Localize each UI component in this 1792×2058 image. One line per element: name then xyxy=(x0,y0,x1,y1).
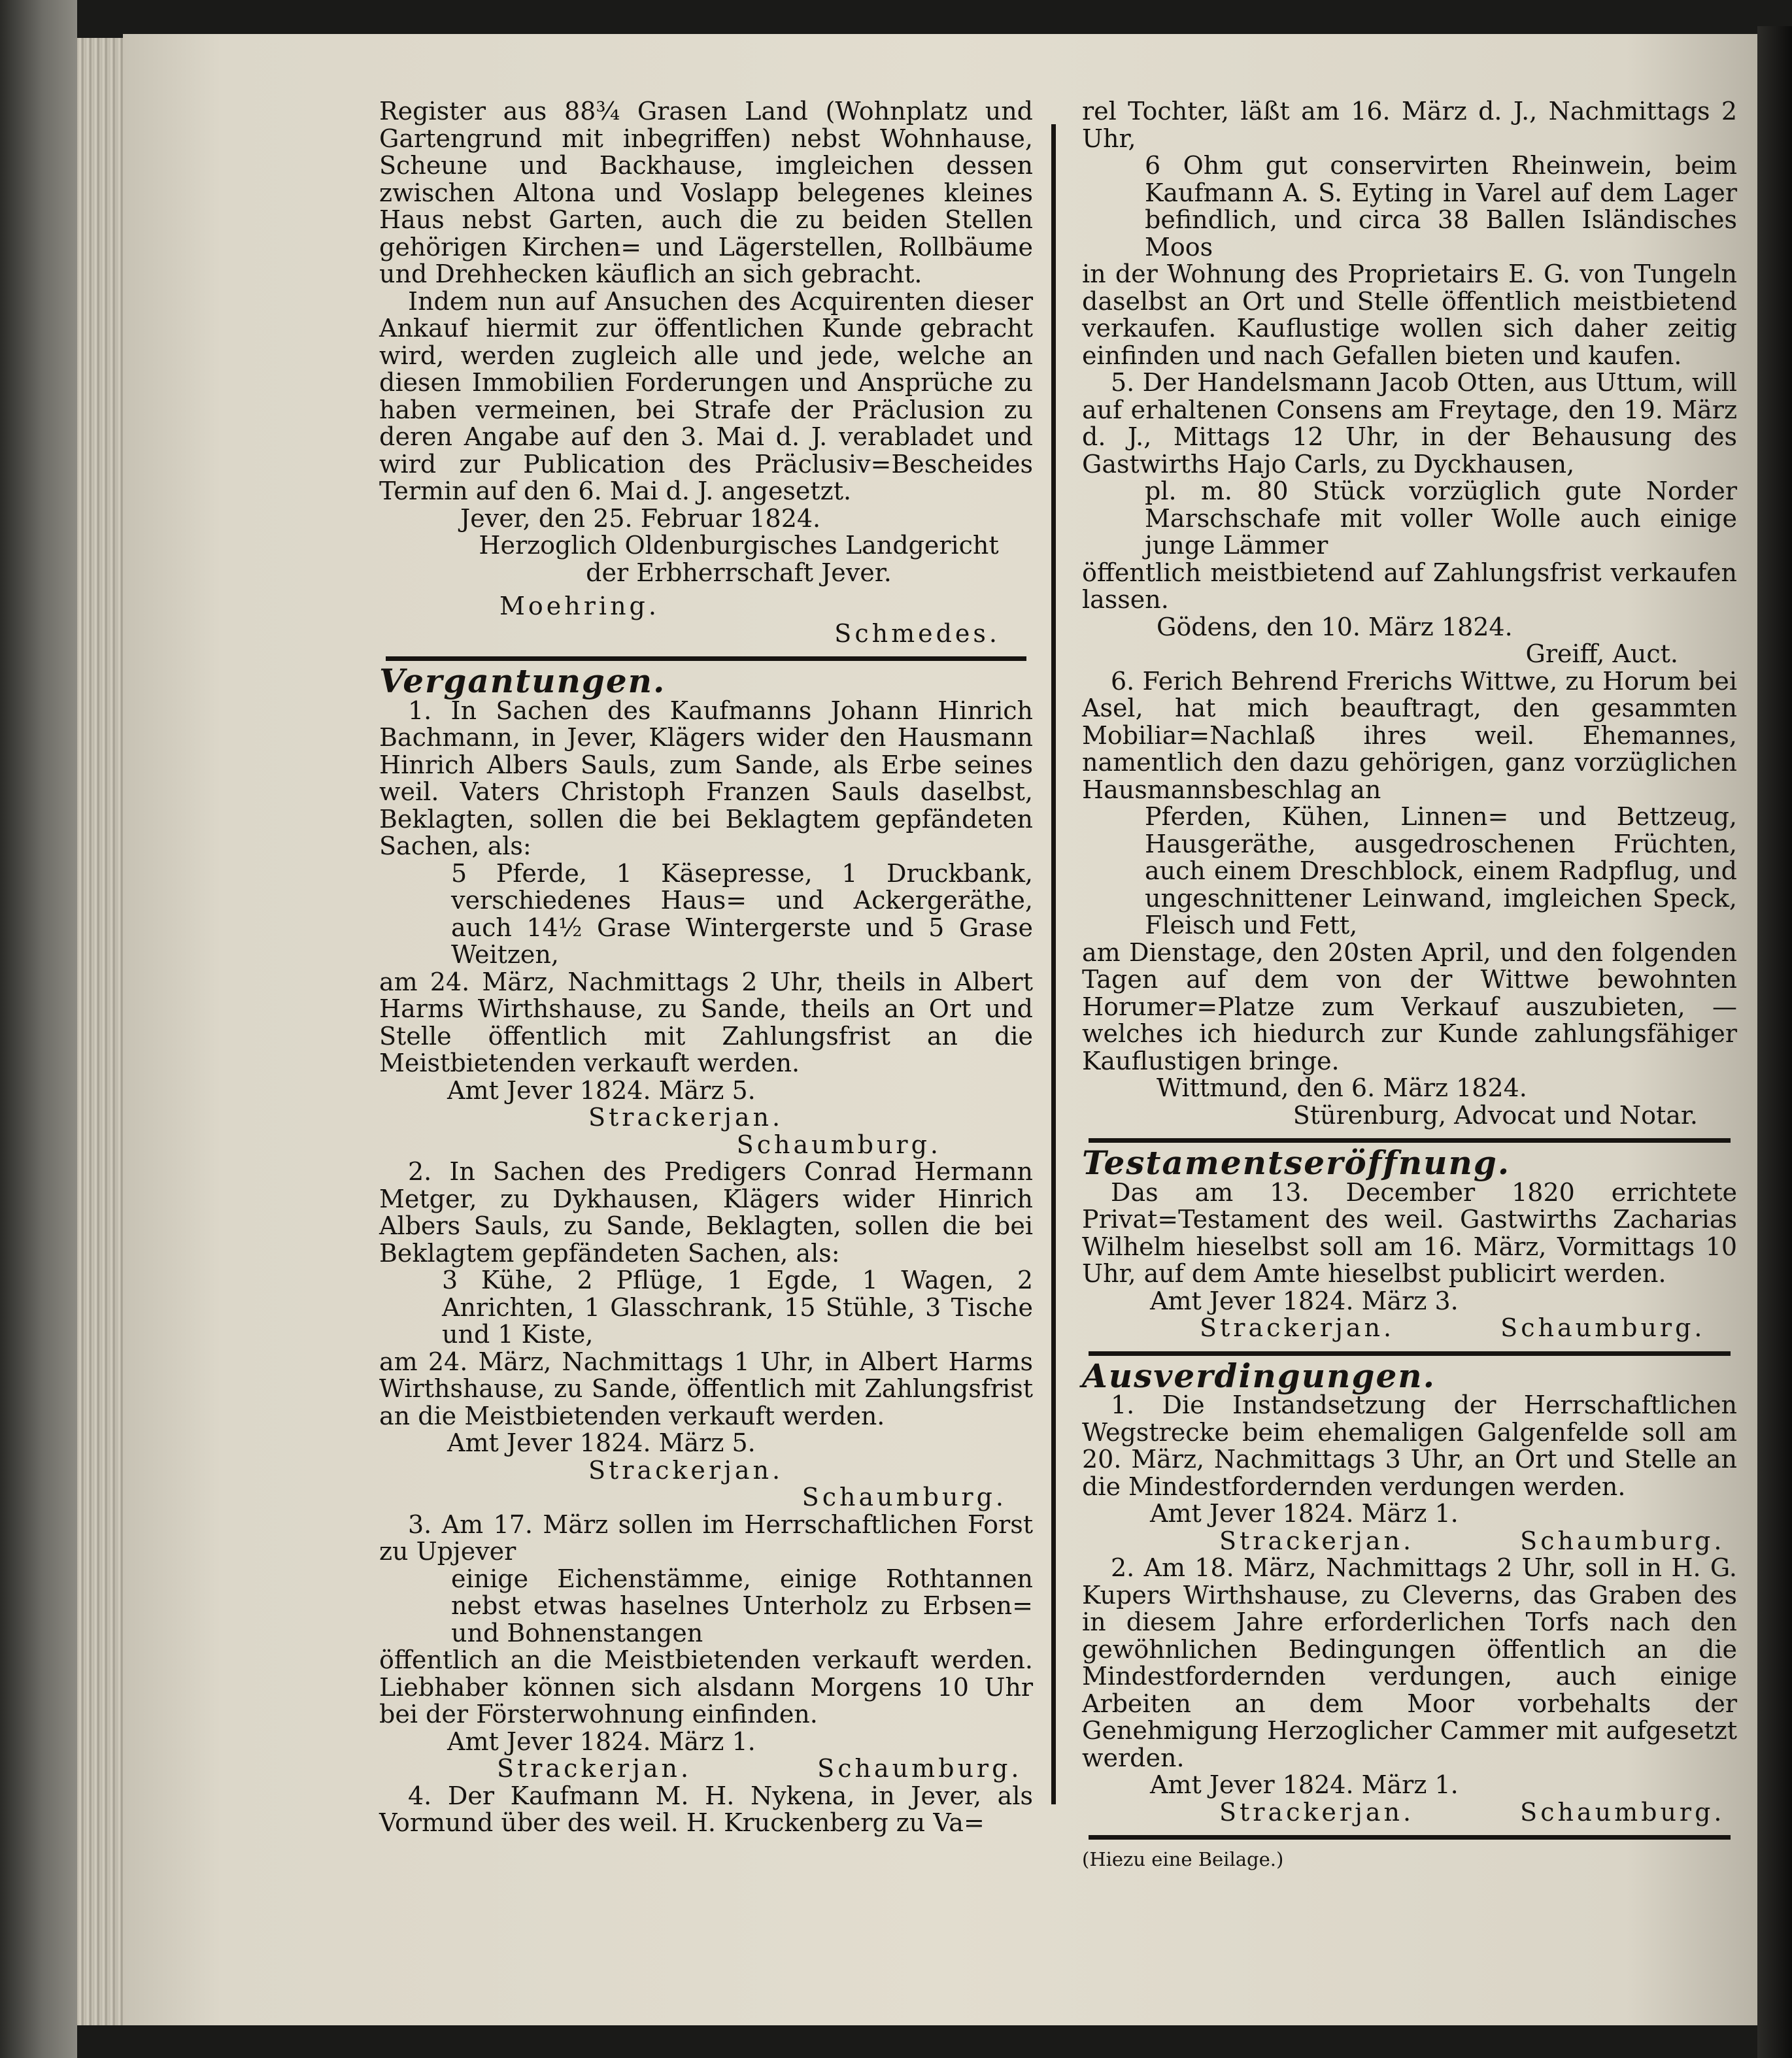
court-line-2: der Erbherrschaft Jever. xyxy=(586,558,892,587)
item3-after: öffentlich an die Meistbietenden verkauft werden. Liebhaber können sich alsdann Morgens 10 Uhr bei der Försterwohnung einfinden. xyxy=(379,1645,1033,1729)
register-paragraph: Register aus 88¾ Grasen Land (Wohnplatz und Gartengrund mit inbegriffen) nebst Wohnhause, Scheune und Backhause, imgleichen dessen zwischen Altona und Voslapp belegenes kleines Haus nebst Garten, auch die zu beiden Stellen gehörigen Kirchen= und Lägerstellen, Rollbäume und Drehhecken käuflich an sich gebracht. xyxy=(379,97,1033,288)
item6-text: 6. Ferich Behrend Frerichs Wittwe, zu Horum bei Asel, hat mich beauftragt, den gesammten Mobiliar=Nachlaß ihres weil. Ehemannes, namentlich den dazu gehörigen, ganz vorzüglichen Hausmannsbeschlag an xyxy=(1082,666,1737,804)
aus1-amt: Amt Jever 1824. März 1. xyxy=(1150,1499,1459,1528)
item3-signatures xyxy=(379,1755,1033,1783)
aus2-sig2: Schaumburg. xyxy=(1520,1797,1725,1827)
item1-after: am 24. März, Nachmittags 2 Uhr, theils in Albert Harms Wirthshause, zu Sande, theils an Ort und Stelle öffentlich mit Zahlungsfrist an die Meistbietenden verkauft werden. xyxy=(379,967,1033,1077)
item2-sig1: Strackerjan. xyxy=(588,1455,784,1485)
item6-signature: Stürenburg, Advocat und Notar. xyxy=(1293,1100,1698,1130)
item2-list: 3 Kühe, 2 Pflüge, 1 Egde, 1 Wagen, 2 Anrichten, 1 Glasschrank, 15 Stühle, 3 Tische und 1 Kiste, xyxy=(442,1266,1033,1349)
testament-sig2: Schaumburg. xyxy=(1500,1313,1706,1342)
heading-testamentseroeffnung: Testamentseröffnung. xyxy=(1082,1143,1511,1182)
item3-text: 3. Am 17. März sollen im Herrschaftlichen Forst zu Upjever xyxy=(379,1510,1033,1566)
item4-text: 4. Der Kaufmann M. H. Nykena, in Jever, als Vormund über des weil. H. Kruckenberg zu Va= xyxy=(379,1781,1033,1837)
column-divider xyxy=(1051,124,1056,1804)
closing-rule xyxy=(1089,1835,1731,1840)
item1-amt: Amt Jever 1824. März 5. xyxy=(447,1075,756,1105)
item6-date: Wittmund, den 6. März 1824. xyxy=(1157,1073,1527,1102)
item6-list: Pferden, Kühen, Linnen= und Bettzeug, Hausgeräthe, ausgedroschenen Früchten, auch einem Dreschblock, einem Radpflug, und ungeschnittener Leinwand, imgleichen Speck, Fleisch und Fett, xyxy=(1145,802,1737,939)
testament-sig1: Strackerjan. xyxy=(1200,1313,1395,1342)
indem-paragraph: Indem nun auf Ansuchen des Acquirenten dieser Ankauf hiermit zur öffentlichen Kunde gebracht wird, werden zugleich alle und jede, welche an diesen Immobilien Forderungen und Ansprüche zu haben vermeinen, bei Strafe der Präclusion zu deren Angabe auf den 3. Mai d. J. verabladet und wird zur Publication des Präclusiv=Bescheides Termin auf den 6. Mai d. J. angesetzt. xyxy=(379,286,1033,505)
testament-amt: Amt Jever 1824. März 3. xyxy=(1150,1286,1459,1315)
item3-sig2: Schaumburg. xyxy=(817,1754,1023,1783)
item5-text: 5. Der Handelsmann Jacob Otten, aus Uttum, will auf erhaltenen Consens am Freytage, den 19. März d. J., Mittags 12 Uhr, in der Behausung des Gastwirths Hajo Carls, zu Dyckhausen, xyxy=(1082,368,1737,479)
item4-after: in der Wohnung des Proprietairs E. G. von Tungeln daselbst an Ort und Stelle öffentlich meistbietend verkaufen. Kauflustige wollen sich daher zeitig einfinden und nach Gefallen bieten und kaufen. xyxy=(1082,260,1737,370)
item1-list: 5 Pferde, 1 Käsepresse, 1 Druckbank, verschiedenes Haus= und Ackergeräthe, auch 14½ Grase Wintergerste und 5 Grase Weitzen, xyxy=(451,858,1033,969)
aus2-amt: Amt Jever 1824. März 1. xyxy=(1150,1770,1459,1799)
section-rule xyxy=(386,656,1026,661)
aus1-sig1: Strackerjan. xyxy=(1219,1526,1415,1555)
book-spine xyxy=(1757,26,1792,2058)
item1-sig2: Schaumburg. xyxy=(736,1130,941,1159)
court-line-1: Herzoglich Oldenburgisches Landgericht xyxy=(479,531,999,560)
signature-schmedes: Schmedes. xyxy=(834,618,1000,648)
item3-sig1: Strackerjan. xyxy=(497,1754,692,1783)
jever-date: Jever, den 25. Februar 1824. xyxy=(460,503,821,533)
item3-amt: Amt Jever 1824. März 1. xyxy=(447,1727,756,1756)
item5-list: pl. m. 80 Stück vorzüglich gute Norder Marschschafe mit voller Wolle auch einige junge Lämmer xyxy=(1145,477,1737,560)
item2-text: 2. In Sachen des Predigers Conrad Hermann Metger, zu Dykhausen, Klägers wider Hinrich Albers Sauls, zu Sande, Beklagten, sollen die bei Beklagtem gepfändeten Sachen, als: xyxy=(379,1157,1033,1268)
aus2-sig1: Strackerjan. xyxy=(1219,1797,1415,1827)
aus1-sig2: Schaumburg. xyxy=(1520,1526,1725,1555)
section-rule-ausverdingungen xyxy=(1089,1351,1731,1356)
item5-after: öffentlich meistbietend auf Zahlungsfrist verkaufen lassen. xyxy=(1082,558,1737,614)
item4-list: 6 Ohm gut conservirten Rheinwein, beim Kaufmann A. S. Eyting in Varel auf dem Lager befindlich, und circa 38 Ballen Isländisches Moos xyxy=(1145,151,1737,261)
item5-signature: Greiff, Auct. xyxy=(1525,639,1678,668)
aus1-signatures xyxy=(1082,1528,1737,1555)
item1-sig1: Strackerjan. xyxy=(588,1103,784,1132)
testament-text: Das am 13. December 1820 errichtete Privat=Testament des weil. Gastwirths Zacharias Wilhelm hieselbst soll am 16. März, Vormittags 10 Uhr, auf dem Amte hieselbst publicirt werden. xyxy=(1082,1177,1737,1288)
heading-ausverdingungen: Ausverdingungen. xyxy=(1082,1356,1436,1395)
left-column xyxy=(379,98,1033,1837)
item2-amt: Amt Jever 1824. März 5. xyxy=(447,1428,756,1457)
heading-vergantungen: Vergantungen. xyxy=(379,662,666,700)
item2-sig2: Schaumburg. xyxy=(802,1483,1007,1511)
section-rule-testament xyxy=(1089,1138,1731,1143)
aus1-text: 1. Die Instandsetzung der Herrschaftlichen Wegstrecke beim ehemaligen Galgenfelde soll am 20. März, Nachmittags 3 Uhr, an Ort und Stelle an die Mindestfordernden verdungen werden. xyxy=(1082,1391,1737,1501)
item5-date: Gödens, den 10. März 1824. xyxy=(1157,612,1513,641)
scan-background-left xyxy=(0,0,77,2058)
item4-continuation: rel Tochter, läßt am 16. März d. J., Nachmittags 2 Uhr, xyxy=(1082,97,1737,153)
aus2-signatures xyxy=(1082,1799,1737,1827)
right-column xyxy=(1082,98,1737,1874)
footer-note: (Hiezu eine Beilage.) xyxy=(1082,1848,1284,1870)
testament-signatures xyxy=(1082,1315,1737,1342)
item2-after: am 24. März, Nachmittags 1 Uhr, in Albert Harms Wirthshause, zu Sande, öffentlich mit Zahlungsfrist an die Meistbietenden verkauft werden. xyxy=(379,1347,1033,1430)
signature-moehring: Moehring. xyxy=(499,592,660,620)
item3-list: einige Eichenstämme, einige Rothtannen nebst etwas haselnes Unterholz zu Erbsen= und Bohnenstangen xyxy=(451,1564,1033,1647)
item1-text: 1. In Sachen des Kaufmanns Johann Hinrich Bachmann, in Jever, Klägers wider den Hausmann Hinrich Albers Sauls, zum Sande, als Erbe seines weil. Vaters Christoph Franzen Sauls daselbst, Beklagten, sollen die bei Beklagtem gepfändeten Sachen, als: xyxy=(379,696,1033,860)
aus2-text: 2. Am 18. März, Nachmittags 2 Uhr, soll in H. G. Kupers Wirthshause, zu Cleverns, das Graben des in diesem Jahre erforderlichen Torfs nach den gewöhnlichen Bedingungen öffentlich an die Mindestfordernden verdungen, auch einige Arbeiten an dem Moor vorbehalts der Genehmigung Herzoglicher Cammer mit aufgesetzt werden. xyxy=(1082,1553,1737,1772)
item6-after: am Dienstage, den 20sten April, und den folgenden Tagen auf dem von der Wittwe bewohnten Horumer=Platze zum Verkauf auszubieten, — welches ich hiedurch zur Kunde zahlungsfähiger Kauflustigen bringe. xyxy=(1082,937,1737,1075)
